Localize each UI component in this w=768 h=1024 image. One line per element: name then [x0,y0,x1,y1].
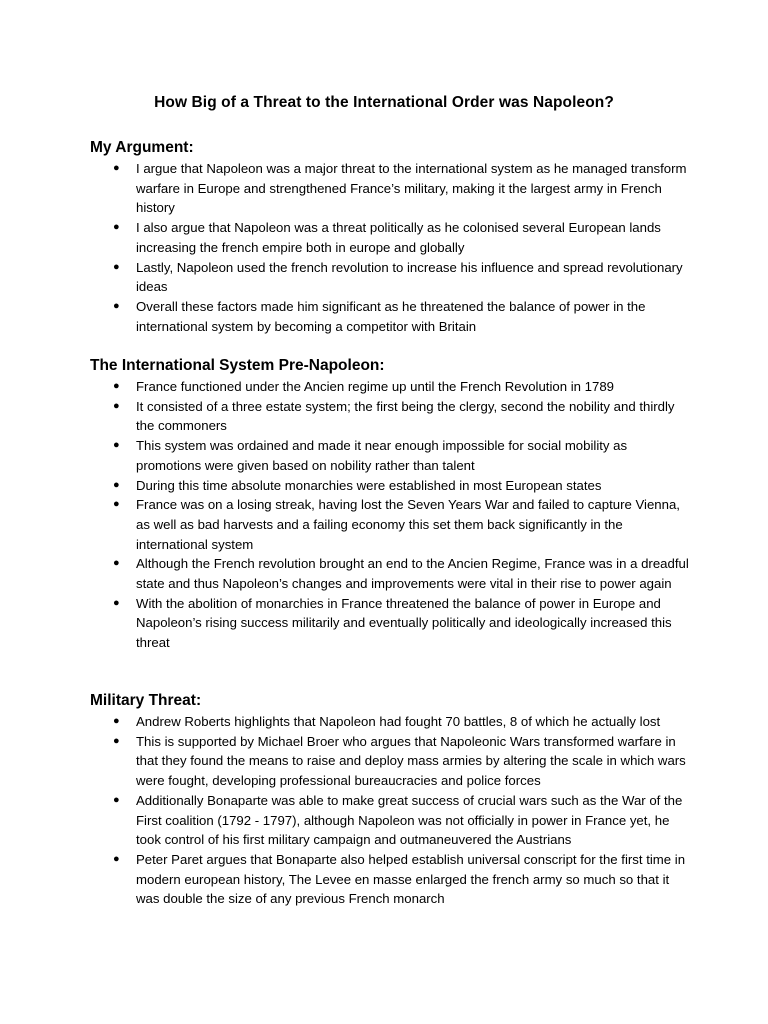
section-heading: Military Threat: [90,692,202,709]
bullet-dot-icon: ● [113,734,120,747]
bullet-text: Although the French revolution brought an end to the Ancien Regime, France was in a dreadful state and thus Napoleon’s changes and improvements were vital in their rise to power again [136,556,689,592]
bullet-item [90,297,690,336]
bullet-item [90,377,690,397]
section-my-argument [90,138,690,336]
bullet-text: It consisted of a three estate system; the first being the clergy, second the nobility and thirdly the commoners [136,398,675,434]
bullet-text: Overall these factors made him significant as he threatened the balance of power in the international system by becoming a competitor with Britain [136,298,646,334]
bullet-item [90,554,690,593]
bullet-dot-icon: ● [113,793,120,806]
bullet-text: France functioned under the Ancien regime up until the French Revolution in 1789 [136,379,614,394]
bullet-dot-icon: ● [113,399,120,412]
bullet-dot-icon: ● [113,260,120,273]
bullet-text: Additionally Bonaparte was able to make great success of crucial wars such as the War of the First coalition (1792 - 1797), although Napoleon was not officially in power in France yet, he took control of his first military campaign and outmaneuvered the Austrians [136,792,683,848]
bullet-dot-icon: ● [113,221,120,234]
bullet-text: Lastly, Napoleon used the french revolution to increase his influence and spread revolutionary ideas [136,259,683,295]
document-title: How Big of a Threat to the International Order was Napoleon? [154,94,614,111]
bullet-dot-icon: ● [113,478,120,491]
bullet-text: With the abolition of monarchies in France threatened the balance of power in Europe and Napoleon’s rising success militarily and eventually politically and ideologically increased this threat [136,595,672,651]
bullet-item [90,712,690,732]
bullet-item [90,850,690,909]
section-heading: My Argument: [90,139,194,156]
section-international-system [90,356,690,653]
bullet-text: I also argue that Napoleon was a threat politically as he colonised several European lands increasing the french empire both in europe and globally [136,220,661,255]
bullet-text: I argue that Napoleon was a major threat to the international system as he managed transform warfare in Europe and strengthened France’s military, making it the largest army in French history [136,161,687,216]
bullet-text: This system was ordained and made it near enough impossible for social mobility as promotions were given based on nobility rather than talent [136,438,628,473]
bullet-list [90,712,690,909]
bullet-text: Peter Paret argues that Bonaparte also helped establish universal conscript for the first time in modern european history, The Levee en masse enlarged the french army so much so that it was double the size of any previous French monarch [136,851,686,907]
bullet-item [90,732,690,791]
bullet-dot-icon: ● [113,715,120,727]
bullet-text: This is supported by Michael Broer who argues that Napoleonic Wars transformed warfare in that they found the means to raise and deploy mass armies by altering the scale in which wars were fought, developing professional bureaucracies and police forces [136,733,686,789]
bullet-dot-icon: ● [113,380,120,392]
bullet-dot-icon: ● [113,162,120,174]
bullet-text: Andrew Roberts highlights that Napoleon had fought 70 battles, 8 of which he actually lost [136,714,661,729]
bullet-text: During this time absolute monarchies were established in most European states [136,477,602,493]
bullet-list [90,377,690,653]
bullet-item [90,397,690,436]
bullet-dot-icon: ● [113,596,120,609]
bullet-item [90,495,690,554]
bullet-dot-icon: ● [113,299,120,312]
section-military-threat [90,691,690,909]
bullet-text: France was on a losing streak, having lost the Seven Years War and failed to capture Vienna, as well as bad harvests and a failing economy this set them back significantly in the international system [136,497,680,552]
bullet-dot-icon: ● [113,557,120,570]
bullet-dot-icon: ● [113,498,120,511]
bullet-item [90,791,690,850]
bullet-item [90,159,690,218]
bullet-dot-icon: ● [113,852,120,865]
bullet-dot-icon: ● [113,439,120,452]
bullet-item [90,436,690,475]
bullet-item [90,594,690,653]
section-heading: The International System Pre-Napoleon: [90,357,385,374]
bullet-item [90,258,690,297]
bullet-item [90,476,690,496]
bullet-list [90,159,690,336]
bullet-item [90,218,690,257]
